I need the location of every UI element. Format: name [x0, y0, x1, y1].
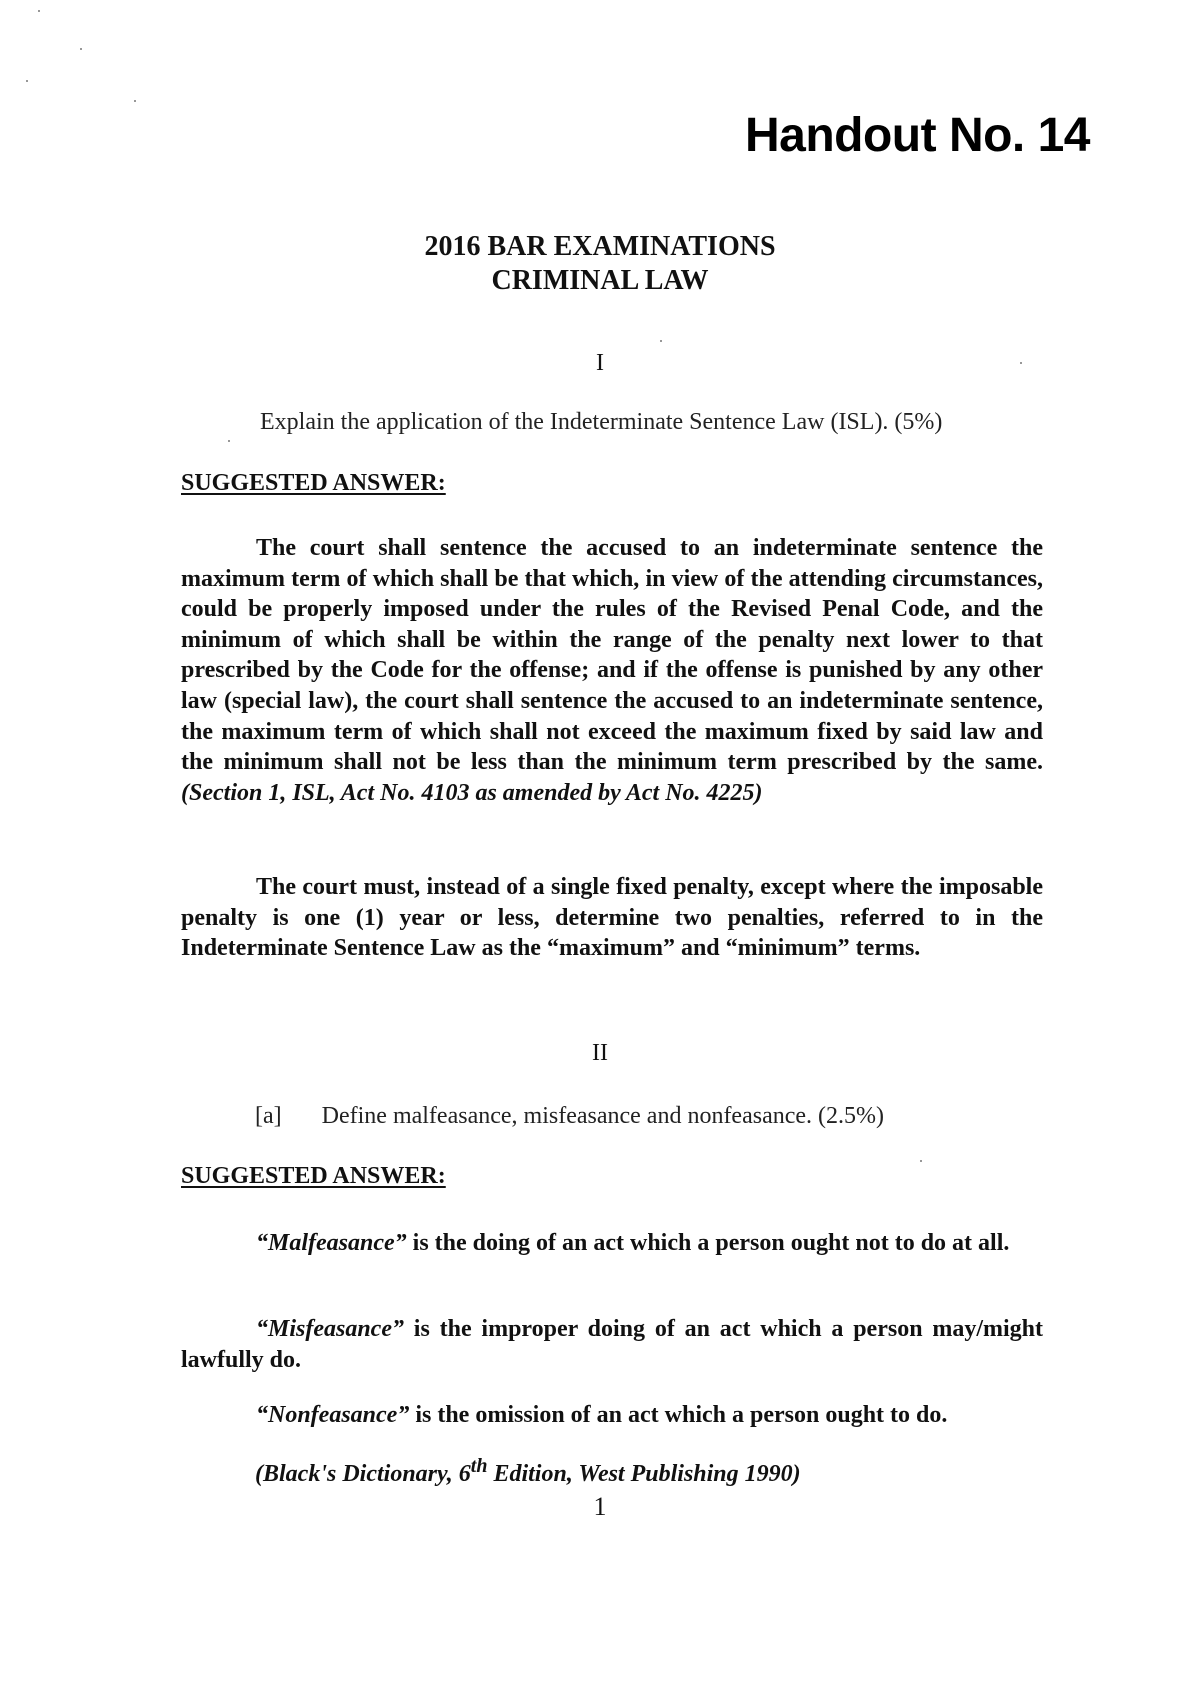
scan-speck — [660, 340, 662, 342]
answer-citation: (Section 1, ISL, Act No. 4103 as amended by Act No. 4225) — [181, 779, 763, 806]
definition-text: is the omission of an act which a person ought to do. — [415, 1402, 948, 1428]
suggested-answer-heading: SUGGESTED ANSWER: — [181, 1163, 446, 1189]
handout-number: Handout No. 14 — [744, 109, 1090, 162]
exam-title-line2: CRIMINAL LAW — [491, 265, 709, 296]
answer-text: The court shall sentence the accused to an indeterminate sentence the maximum term of which shall be that which, in view of the attending circumstances, could be properly imposed under the rules of the Revised Penal Code, and the minimum of which shall be within the range of the penalty next lower to that prescribed by the Code for the offense; and if the offense is punished by any other law (special law), the court shall sentence the accused to an indeterminate sentence, the maximum term of which shall not exceed the maximum fixed by said law and the minimum shall not be less than the minimum term prescribed by the same. — [181, 535, 1043, 776]
scan-speck — [228, 440, 230, 442]
definition-term: “Misfeasance” — [256, 1316, 404, 1342]
definition-text: is the improper doing of an act which a person may/might lawfully do. — [181, 1316, 1044, 1373]
question-item-label: [a] — [255, 1103, 282, 1129]
answer-text: The court must, instead of a single fixed penalty, except where the imposable penalty is one (1) year or less, determine two penalties, referred to in the Indeterminate Sentence Law as the “maximum” and “minimum” terms. — [181, 874, 1043, 962]
suggested-answer-heading: SUGGESTED ANSWER: — [181, 470, 446, 496]
scan-speck — [80, 48, 82, 50]
scan-speck — [134, 100, 136, 102]
source-citation-text: Edition, West Publishing 1990) — [487, 1461, 801, 1487]
definition-term: “Nonfeasance” — [256, 1402, 410, 1428]
definition-misfeasance — [181, 1314, 1043, 1375]
question-item — [255, 1103, 884, 1130]
source-citation — [255, 1455, 801, 1488]
scan-speck — [26, 80, 28, 82]
answer-paragraph — [181, 872, 1043, 964]
question-text: Define malfeasance, misfeasance and nonfeasance. (2.5%) — [321, 1103, 885, 1129]
definition-malfeasance — [181, 1228, 1043, 1259]
section-numeral: II — [592, 1040, 608, 1066]
definition-term: “Malfeasance” — [256, 1230, 407, 1256]
section-numeral: I — [596, 350, 604, 376]
scan-speck — [38, 10, 40, 12]
question-text: Explain the application of the Indeterminate Sentence Law (ISL). (5%) — [260, 409, 943, 435]
answer-paragraph — [181, 533, 1043, 808]
source-citation-superscript: th — [470, 1455, 488, 1477]
source-citation-text: (Black's Dictionary, 6 — [255, 1461, 471, 1487]
exam-title — [0, 230, 1200, 298]
scan-speck — [920, 1160, 922, 1162]
page-number: 1 — [593, 1492, 607, 1521]
definition-text: is the doing of an act which a person ought not to do at all. — [412, 1230, 1010, 1256]
definition-nonfeasance — [181, 1400, 1043, 1431]
exam-title-line1: 2016 BAR EXAMINATIONS — [424, 231, 776, 262]
